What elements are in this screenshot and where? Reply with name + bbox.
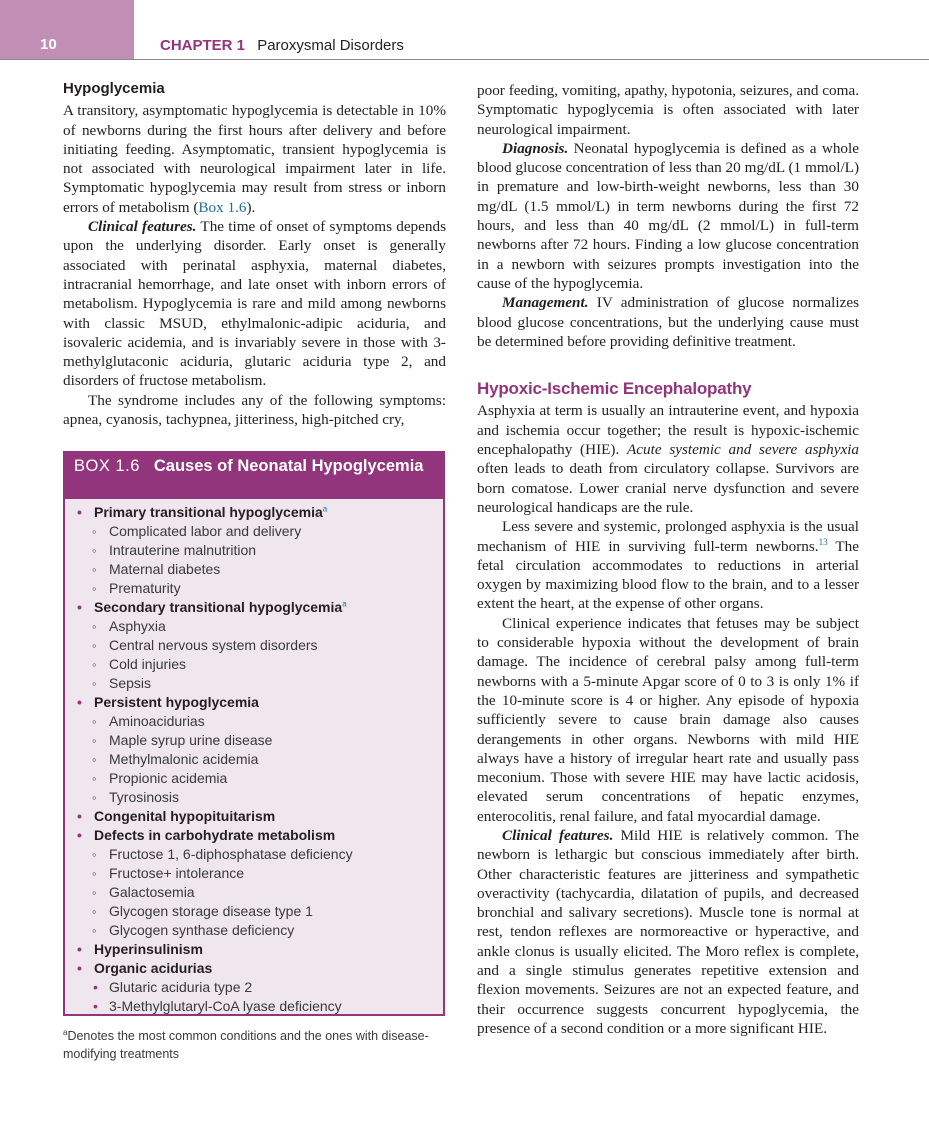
- paragraph: [477, 826, 859, 1038]
- list-item: ◦ Aminoacidurias: [77, 712, 443, 731]
- paragraph-text: Mild HIE is relatively common. The newborn is lethargic but conscious immediately after birth. Other characteristic features are jitteriness and sympathetic overactivity (tachycardia, dilatation of pupils, and decreased bronchial and salivary secretions). Muscle tone is normal at rest, tendon reflexes are normoreactive or hyperactive, and ankle clonus is usually elicited. The Moro reflex is complete, and a single stimulus generates repetitive extension and flexion movements. Seizures are not an expected feature, and their occurrence suggests concurrent hypoglycemia, the presence of a second condition or a more significant HIE.: [477, 826, 859, 1037]
- section-heading-hypoglycemia: Hypoglycemia: [63, 80, 165, 97]
- list-item: ◦ Glycogen synthase deficiency: [77, 921, 443, 940]
- list-item: ◦ Fructose+ intolerance: [77, 864, 443, 883]
- list-item: ◦ Complicated labor and delivery: [77, 522, 443, 541]
- list-item: ◦ Propionic acidemia: [77, 769, 443, 788]
- paragraph: [477, 139, 859, 293]
- box-label: BOX 1.6: [74, 457, 140, 475]
- run-in-heading: Clinical features.: [88, 218, 197, 236]
- paragraph-text: ).: [246, 198, 256, 216]
- list-group: • Hyperinsulinism: [77, 940, 443, 959]
- paragraph: [477, 293, 859, 351]
- paragraph-text: The time of onset of symptoms depends upon the underlying disorder. Early onset is generally associated with perinatal asphyxia, maternal diabetes, intracranial hemorrhage, and late onset with inborn errors of metabolism. Hypoglycemia is rare and mild among newborns with classic MSUD, ethylmalonic-adipic aciduria, and isovaleric acidemia, and is invariably severe in those with 3-methylglutaconic aciduria, glutaric aciduria type 2, and disorders of fructose metabolism.: [63, 218, 446, 390]
- run-in-heading: Diagnosis.: [502, 139, 569, 157]
- paragraph-text: A transitory, asymptomatic hypoglycemia is detectable in 10% of newborns during the first hours after delivery and before initiating feeding. Asymptomatic, transient hypoglycemia is not associated with neurological impairment later in life. Symptomatic hypoglycemia may result from stress or inborn errors of metabolism (: [63, 102, 446, 216]
- list-item: ◦ Methylmalonic acidemia: [77, 750, 443, 769]
- reference-link[interactable]: 13: [818, 536, 828, 547]
- paragraph: Less severe and systemic, prolonged asphyxia is the usual mechanism of HIE in surviving full-term newborns.$^{13}$ The fetal circulation accommodates to reductions in arterial oxygen by maximizing blood flow to the brain, and to a lesser extent the heart, at the expense of other organs.: [477, 518, 860, 613]
- right-column: [477, 81, 859, 1038]
- list-item: ◦ Maple syrup urine disease: [77, 731, 443, 750]
- footnote-text: Denotes the most common conditions and the ones with disease-modifying treatments: [63, 1029, 429, 1062]
- box-title: [65, 453, 443, 499]
- paragraph: The syndrome includes any of the following symptoms: apnea, cyanosis, tachypnea, jitteriness, high-pitched cry,: [63, 391, 446, 429]
- section-heading-hie: Hypoxic-Ischemic Encephalopathy: [477, 379, 752, 399]
- list-item: ◦ Central nervous system disorders: [77, 636, 443, 655]
- italic-phrase: Acute systemic and severe asphyxia: [627, 441, 860, 459]
- box-list: [65, 499, 443, 1016]
- list-group: • Organic acidurias: [77, 959, 443, 978]
- paragraph: [63, 101, 446, 217]
- run-in-heading: Clinical features.: [502, 826, 614, 844]
- box-footnote: [63, 1024, 448, 1063]
- list-item: • Glutaric aciduria type 2: [77, 978, 443, 997]
- list-item: ◦ Galactosemia: [77, 883, 443, 902]
- list-item: ◦ Fructose 1, 6-diphosphatase deficiency: [77, 845, 443, 864]
- list-group: • Secondary transitional hypoglycemia$^a$: [77, 598, 443, 617]
- list-item: ◦ Intrauterine malnutrition: [77, 541, 443, 560]
- list-group: • Defects in carbohydrate metabolism: [77, 826, 443, 845]
- header-color-band: [0, 0, 134, 59]
- list-item: ◦ Asphyxia: [77, 617, 443, 636]
- list-item: ◦ Maternal diabetes: [77, 560, 443, 579]
- paragraph: poor feeding, vomiting, apathy, hypotonia, seizures, and coma. Symptomatic hypoglycemia is often associated with later neurological impairment.: [477, 82, 859, 138]
- footnote-mark: a: [63, 1028, 68, 1037]
- page-number: 10: [40, 36, 57, 53]
- paragraph-text: Neonatal hypoglycemia is defined as a whole blood glucose concentration of less than 20 mg/dL (1 mmol/L) in premature and low-birth-weight newborns, less than 30 mg/dL (1.5 mmol/L) in term newborns during the first 72 hours, and less than 40 mg/dL (2 mmol/L) in full-term newborns after 72 hours. Finding a low glucose concentration in a newborn with seizures prompts investigation into the cause of the hypoglycemia.: [477, 139, 859, 292]
- run-in-heading: Management.: [502, 294, 589, 312]
- list-item: ◦ Glycogen storage disease type 1: [77, 902, 443, 921]
- chapter-label: CHAPTER 1: [160, 37, 246, 54]
- list-item: • 3-Methylglutaryl-CoA lyase deficiency: [77, 997, 443, 1016]
- box-1-6: [63, 451, 445, 1016]
- list-item: ◦ Cold injuries: [77, 655, 443, 674]
- paragraph: Asphyxia at term is usually an intrauterine event, and hypoxia and ischemia occur together; the result is hypoxic-ischemic encephalopathy (HIE). Acute systemic and severe asphyxia often leads to death from circulatory collapse. Survivors are born comatose. Lower cranial nerve dysfunction and severe neurological handicaps are the rule.: [477, 402, 860, 516]
- chapter-title: Paroxysmal Disorders: [257, 37, 404, 54]
- paragraph: [63, 217, 446, 391]
- running-head: [160, 37, 404, 54]
- list-group: • Persistent hypoglycemia: [77, 693, 443, 712]
- paragraph-text: IV administration of glucose normalizes blood glucose concentrations, but the underlying cause must be determined before providing definitive treatment.: [477, 294, 859, 350]
- list-group: • Primary transitional hypoglycemia$^a$: [77, 503, 443, 522]
- list-item: ◦ Sepsis: [77, 674, 443, 693]
- box-reference-link[interactable]: Box 1.6: [198, 198, 247, 216]
- list-item: ◦ Tyrosinosis: [77, 788, 443, 807]
- list-item: ◦ Prematurity: [77, 579, 443, 598]
- header-divider: [0, 59, 929, 60]
- left-column: [63, 79, 446, 429]
- list-group: • Congenital hypopituitarism: [77, 807, 443, 826]
- box-name: Causes of Neonatal Hypoglycemia: [153, 457, 424, 475]
- paragraph: Clinical experience indicates that fetuses may be subject to considerable hypoxia without the development of brain damage. The incidence of cerebral palsy among full-term newborns with a 5-minute Apgar score of 0 to 3 is only 1% if the 10-minute score is 4 or higher. Any episode of hypoxia sufficiently severe to cause brain damage also causes derangements in other organs. Newborns with mild HIE always have a history of irregular heart rate and usually pass meconium. Those with severe HIE may have lactic acidosis, elevated serum concentrations of hepatic enzymes, enterocolitis, renal failure, and fatal myocardial damage.: [477, 614, 859, 825]
